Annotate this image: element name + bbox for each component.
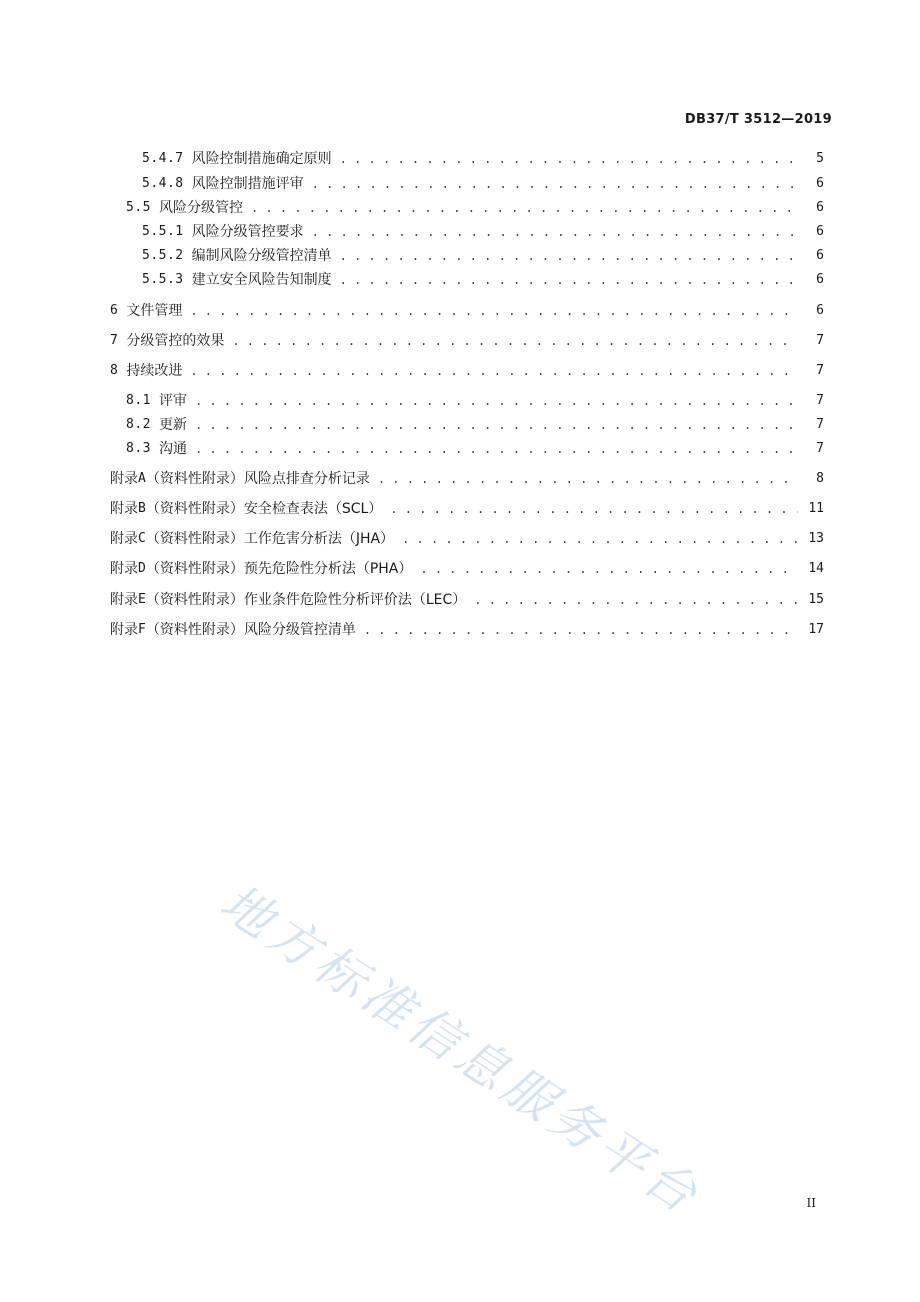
appendix-page: 11 bbox=[808, 501, 824, 516]
appendix-entry[interactable] bbox=[0, 529, 824, 549]
appendix-title: 作业条件危险性分析评价法（LEC） bbox=[243, 592, 467, 608]
appendix-entry[interactable] bbox=[0, 499, 824, 519]
toc-entry[interactable] bbox=[0, 246, 824, 266]
toc-entry-page: 6 bbox=[816, 224, 824, 239]
appendix-word-lu: 录 bbox=[124, 561, 138, 577]
appendix-entry[interactable] bbox=[0, 590, 824, 610]
toc-entry-title: 文件管理 bbox=[126, 303, 183, 319]
appendix-letter: E bbox=[138, 592, 146, 607]
toc-entry-page: 7 bbox=[816, 441, 824, 456]
appendix-letter: C bbox=[138, 531, 146, 546]
toc-leader-dots bbox=[340, 270, 798, 290]
toc-entry-title: 持续改进 bbox=[126, 363, 183, 379]
appendix-title: 工作危害分析法（JHA） bbox=[243, 531, 395, 547]
toc-leader-dots bbox=[340, 246, 798, 266]
toc-entry[interactable] bbox=[0, 415, 824, 435]
toc-entry[interactable] bbox=[0, 149, 824, 169]
toc-entry[interactable] bbox=[0, 301, 824, 321]
appendix-title: 预先危险性分析法（PHA） bbox=[243, 561, 413, 577]
appendix-entry[interactable] bbox=[0, 469, 824, 489]
appendix-word-fu: 附 bbox=[110, 501, 124, 517]
toc-entry-title: 风险控制措施确定原则 bbox=[191, 151, 332, 167]
toc-leader-dots bbox=[364, 620, 798, 640]
appendix-page: 15 bbox=[808, 592, 824, 607]
toc-entry-page: 6 bbox=[816, 248, 824, 263]
toc-entry[interactable] bbox=[0, 270, 824, 290]
toc-leader-dots bbox=[232, 331, 798, 351]
toc-entry-number: 5.5.3 bbox=[142, 272, 184, 287]
toc-entry-page: 6 bbox=[816, 303, 824, 318]
toc-entry-number: 7 bbox=[110, 333, 119, 348]
toc-leader-dots bbox=[312, 222, 798, 242]
toc-entry-title: 风险分级管控要求 bbox=[191, 224, 304, 240]
appendix-title: 风险点排查分析记录 bbox=[243, 471, 370, 487]
toc-leader-dots bbox=[251, 198, 798, 218]
toc-entry-page: 6 bbox=[816, 200, 824, 215]
appendix-word-fu: 附 bbox=[110, 592, 124, 608]
toc-entry-number: 6 bbox=[110, 303, 119, 318]
appendix-entry[interactable] bbox=[0, 559, 824, 579]
appendix-page: 13 bbox=[808, 531, 824, 546]
appendix-word-lu: 录 bbox=[124, 592, 138, 608]
toc-entry[interactable] bbox=[0, 174, 824, 194]
toc-entry-number: 5.5.1 bbox=[142, 224, 184, 239]
toc-entry-number: 5.4.7 bbox=[142, 151, 184, 166]
toc-leader-dots bbox=[312, 174, 798, 194]
appendix-page: 8 bbox=[816, 471, 824, 486]
appendix-entry[interactable] bbox=[0, 620, 824, 640]
toc-leader-dots bbox=[190, 301, 798, 321]
toc-entry-number: 8.1 bbox=[126, 393, 151, 408]
appendix-title: 安全检查表法（SCL） bbox=[243, 501, 383, 517]
watermark: 地方标准信息服务平台 bbox=[210, 873, 712, 1227]
toc-entry-title: 沟通 bbox=[158, 441, 187, 457]
toc-entry-title: 风险分级管控 bbox=[158, 200, 243, 216]
appendix-kind: （资料性附录） bbox=[145, 471, 244, 487]
toc-leader-dots bbox=[340, 149, 798, 169]
toc-leader-dots bbox=[378, 469, 798, 489]
appendix-kind: （资料性附录） bbox=[145, 501, 244, 517]
appendix-word-lu: 录 bbox=[124, 622, 138, 638]
appendix-letter: A bbox=[138, 471, 146, 486]
toc-entry[interactable] bbox=[0, 361, 824, 381]
appendix-word-fu: 附 bbox=[110, 622, 124, 638]
toc-leader-dots bbox=[195, 391, 798, 411]
appendix-letter: D bbox=[138, 561, 146, 576]
toc-entry-page: 7 bbox=[816, 363, 824, 378]
appendix-kind: （资料性附录） bbox=[145, 561, 244, 577]
page-number: II bbox=[806, 1196, 816, 1210]
appendix-word-lu: 录 bbox=[124, 531, 138, 547]
appendix-kind: （资料性附录） bbox=[145, 622, 244, 638]
toc-entry-page: 7 bbox=[816, 393, 824, 408]
toc-entry-number: 8 bbox=[110, 363, 119, 378]
toc-entry-page: 7 bbox=[816, 333, 824, 348]
appendix-word-lu: 录 bbox=[124, 501, 138, 517]
toc-entry-page: 6 bbox=[816, 176, 824, 191]
appendix-word-fu: 附 bbox=[110, 561, 124, 577]
toc-leader-dots bbox=[195, 439, 798, 459]
toc-entry-title: 编制风险分级管控清单 bbox=[191, 248, 332, 264]
document-code: DB37/T 3512—2019 bbox=[684, 112, 832, 127]
toc-entry-page: 6 bbox=[816, 272, 824, 287]
toc-leader-dots bbox=[474, 590, 798, 610]
appendix-page: 14 bbox=[808, 561, 824, 576]
toc-entry[interactable] bbox=[0, 331, 824, 351]
toc-entry[interactable] bbox=[0, 222, 824, 242]
toc-entry[interactable] bbox=[0, 198, 824, 218]
toc-entry[interactable] bbox=[0, 439, 824, 459]
toc-entry-title: 建立安全风险告知制度 bbox=[191, 272, 332, 288]
toc-entry-title: 分级管控的效果 bbox=[126, 333, 225, 349]
toc-leader-dots bbox=[195, 415, 798, 435]
toc-entry-page: 5 bbox=[816, 151, 824, 166]
appendix-page: 17 bbox=[808, 622, 824, 637]
toc-entry-number: 5.4.8 bbox=[142, 176, 184, 191]
toc-entry-number: 8.2 bbox=[126, 417, 151, 432]
appendix-word-lu: 录 bbox=[124, 471, 138, 487]
toc-entry-page: 7 bbox=[816, 417, 824, 432]
appendix-letter: F bbox=[138, 622, 146, 637]
appendix-title: 风险分级管控清单 bbox=[243, 622, 356, 638]
toc-leader-dots bbox=[390, 499, 798, 519]
toc-leader-dots bbox=[402, 529, 798, 549]
appendix-letter: B bbox=[138, 501, 146, 516]
toc-entry-title: 更新 bbox=[158, 417, 187, 433]
toc-entry-title: 风险控制措施评审 bbox=[191, 176, 304, 192]
toc-leader-dots bbox=[420, 559, 798, 579]
toc-leader-dots bbox=[190, 361, 798, 381]
toc-entry[interactable] bbox=[0, 391, 824, 411]
appendix-word-fu: 附 bbox=[110, 471, 124, 487]
appendix-word-fu: 附 bbox=[110, 531, 124, 547]
toc-entry-title: 评审 bbox=[158, 393, 187, 409]
toc-entry-number: 8.3 bbox=[126, 441, 151, 456]
appendix-kind: （资料性附录） bbox=[145, 592, 244, 608]
toc-entry-number: 5.5 bbox=[126, 200, 151, 215]
toc-entry-number: 5.5.2 bbox=[142, 248, 184, 263]
appendix-kind: （资料性附录） bbox=[145, 531, 244, 547]
